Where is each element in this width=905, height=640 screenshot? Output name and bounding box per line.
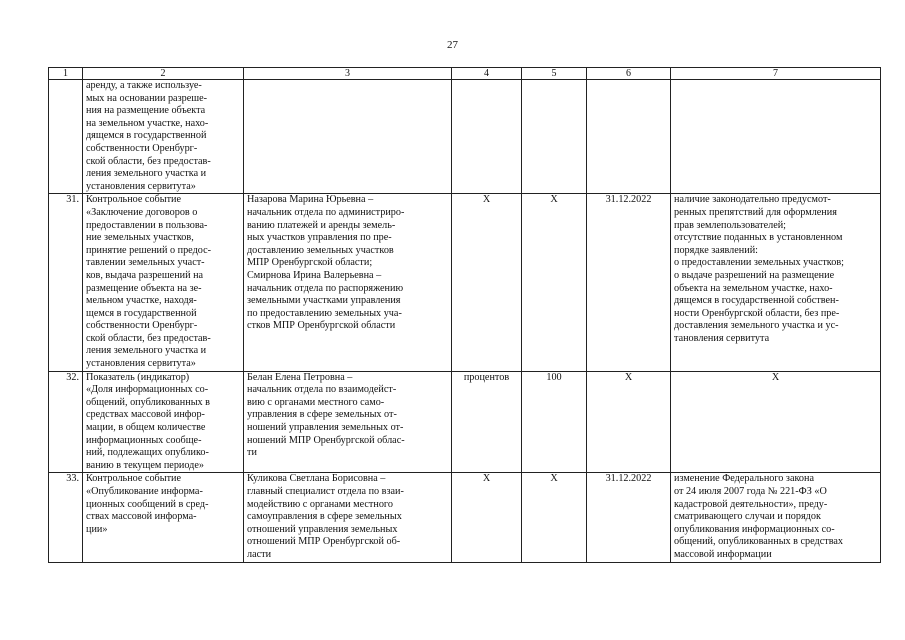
- cell-line: начальник отдела по распоряжению: [247, 282, 404, 294]
- plan-table: [48, 67, 881, 563]
- cell-line: «Опубликование информа-: [86, 486, 203, 497]
- value-cell: Х: [522, 194, 587, 371]
- row-number-cell: [49, 80, 83, 194]
- cell-line: ционных сообщений в сред-: [86, 498, 209, 510]
- cell-line: ления земельного участка и: [86, 168, 207, 180]
- cell-line: принятие решений о предос-: [86, 244, 212, 256]
- cell-line: о предоставлении земельных участков;: [674, 257, 844, 269]
- cell-line: общений, опубликованных в: [86, 396, 210, 408]
- cell-line: стков МПР Оренбургской области: [247, 320, 396, 332]
- cell-line: самоуправления в сфере земельных: [247, 511, 402, 523]
- cell-line: Контрольное событие: [86, 194, 181, 206]
- unit-cell: процентов: [452, 371, 522, 473]
- cell-line: тавлении земельных участ-: [86, 257, 205, 269]
- cell-line: отсутствие поданных в установленном: [674, 232, 843, 244]
- event-description-cell: [83, 194, 244, 371]
- cell-line: предоставлении в пользова-: [86, 219, 208, 231]
- cell-line: опубликования информационных со-: [674, 523, 835, 535]
- cell-line: «Заключение договоров о: [86, 206, 198, 218]
- event-description-cell: [83, 80, 244, 194]
- event-description-cell: [83, 473, 244, 562]
- cell-line: объекта на земельном участке, нахо-: [674, 282, 833, 294]
- cell-line: ние земельных участков,: [86, 232, 194, 244]
- cell-line: ний, подлежащих опублико-: [86, 447, 209, 459]
- page-number: 27: [447, 39, 458, 51]
- column-header: 2: [83, 68, 244, 80]
- risk-description-cell: [671, 371, 881, 473]
- column-header: 3: [244, 68, 452, 80]
- cell-line: ской области, без предостав-: [86, 332, 211, 344]
- cell-line: размещение объекта на зе-: [86, 282, 202, 294]
- cell-line: вию с органами местного само-: [247, 396, 385, 408]
- cell-line: установления сервитута»: [86, 180, 196, 192]
- cell-line: ния на размещение объекта: [86, 105, 206, 117]
- risk-description-cell: [671, 194, 881, 371]
- risk-description-cell: [671, 80, 881, 194]
- column-header: 5: [522, 68, 587, 80]
- cell-line: Х: [771, 371, 780, 383]
- cell-line: на земельном участке, нахо-: [86, 117, 209, 129]
- cell-line: о выдаче разрешений на размещение: [674, 269, 835, 281]
- cell-line: мых на основании разреше-: [86, 92, 207, 104]
- cell-line: отношений МПР Оренбургской об-: [247, 536, 401, 548]
- deadline-cell: 31.12.2022: [587, 473, 671, 562]
- deadline-cell: Х: [587, 371, 671, 473]
- cell-line: Куликова Светлана Борисовна –: [247, 473, 386, 485]
- cell-line: изменение Федерального закона: [674, 473, 814, 485]
- cell-line: Смирнова Ирина Валерьевна –: [247, 269, 382, 281]
- responsible-person-cell: [244, 80, 452, 194]
- cell-line: сматривающего случаи и порядок: [674, 511, 821, 523]
- value-cell: Х: [522, 473, 587, 562]
- table-row: [49, 473, 881, 562]
- cell-line: главный специалист отдела по взаи-: [247, 486, 404, 497]
- responsible-person-cell: [244, 473, 452, 562]
- deadline-cell: [587, 80, 671, 194]
- row-number-cell: 33.: [49, 473, 83, 562]
- cell-line: ствах массовой информа-: [86, 511, 197, 523]
- cell-line: Показатель (индикатор): [86, 371, 190, 383]
- cell-line: ношений МПР Оренбургской облас-: [247, 434, 405, 446]
- cell-line: порядке заявлений:: [674, 244, 758, 256]
- cell-line: мации, в общем количестве: [86, 422, 206, 434]
- cell-line: собственности Оренбург-: [86, 320, 198, 332]
- cell-line: отношений управления земельных: [247, 523, 398, 535]
- cell-line: Контрольное событие: [86, 473, 181, 485]
- deadline-cell: 31.12.2022: [587, 194, 671, 371]
- table-row: [49, 371, 881, 473]
- responsible-person-cell: [244, 371, 452, 473]
- cell-line: информационных сообще-: [86, 434, 202, 446]
- value-cell: [522, 80, 587, 194]
- table-row: [49, 194, 881, 371]
- cell-line: средствах массовой инфор-: [86, 409, 205, 421]
- row-number-cell: 32.: [49, 371, 83, 473]
- cell-line: дящемся в государственной: [86, 130, 207, 142]
- cell-line: доставления земельного участка и ус-: [674, 320, 839, 332]
- cell-line: кадастровой деятельности», преду-: [674, 498, 828, 510]
- unit-cell: Х: [452, 194, 522, 371]
- cell-line: мельном участке, находя-: [86, 295, 197, 307]
- cell-line: по предоставлению земельных уча-: [247, 307, 402, 319]
- cell-line: ношений управления земельных от-: [247, 422, 404, 434]
- cell-line: управления в сфере земельных от-: [247, 409, 397, 421]
- value-cell: 100: [522, 371, 587, 473]
- row-number-cell: 31.: [49, 194, 83, 371]
- cell-line: дящемся в государственной собствен-: [674, 295, 839, 307]
- cell-line: МПР Оренбургской области;: [247, 257, 373, 269]
- cell-line: ности Оренбургской области, без пре-: [674, 307, 840, 319]
- risk-description-cell: [671, 473, 881, 562]
- cell-line: аренду, а также используе-: [86, 80, 202, 91]
- cell-line: ков, выдача разрешений на: [86, 269, 204, 281]
- cell-line: модействию с органами местного: [247, 498, 393, 510]
- responsible-person-cell: [244, 194, 452, 371]
- cell-line: начальник отдела по администриро-: [247, 206, 405, 218]
- cell-line: ванию в текущем периоде»: [86, 459, 204, 471]
- table-row: [49, 80, 881, 194]
- unit-cell: [452, 80, 522, 194]
- cell-line: массовой информации: [674, 548, 772, 560]
- cell-line: установления сервитута»: [86, 358, 196, 370]
- cell-line: начальник отдела по взаимодейст-: [247, 384, 397, 396]
- cell-line: ления земельного участка и: [86, 345, 207, 357]
- cell-line: ласти: [247, 548, 272, 560]
- cell-line: общений, опубликованных в средствах: [674, 536, 843, 548]
- cell-line: собственности Оренбург-: [86, 142, 198, 154]
- column-header: 7: [671, 68, 881, 80]
- event-description-cell: [83, 371, 244, 473]
- cell-line: щемся в государственной: [86, 307, 197, 319]
- cell-line: Назарова Марина Юрьевна –: [247, 194, 374, 206]
- cell-line: «Доля информационных со-: [86, 384, 209, 396]
- cell-line: ти: [247, 447, 257, 459]
- column-header: 1: [49, 68, 83, 80]
- cell-line: доставлению земельных участков: [247, 244, 394, 256]
- column-header: 4: [452, 68, 522, 80]
- cell-line: прав землепользователей;: [674, 219, 787, 231]
- cell-line: ской области, без предостав-: [86, 155, 211, 167]
- cell-line: ных участков управления по пре-: [247, 232, 392, 244]
- cell-line: ренных препятствий для оформления: [674, 206, 837, 218]
- cell-line: тановления сервитута: [674, 332, 770, 344]
- cell-line: ванию платежей и аренды земель-: [247, 219, 396, 231]
- cell-line: ции»: [86, 523, 108, 535]
- cell-line: наличие законодательно предусмот-: [674, 194, 831, 206]
- cell-line: земельными участками управления: [247, 295, 401, 307]
- unit-cell: Х: [452, 473, 522, 562]
- cell-line: от 24 июля 2007 года № 221-ФЗ «О: [674, 486, 827, 497]
- column-header: 6: [587, 68, 671, 80]
- header-row: [49, 68, 881, 80]
- cell-line: Белан Елена Петровна –: [247, 371, 353, 383]
